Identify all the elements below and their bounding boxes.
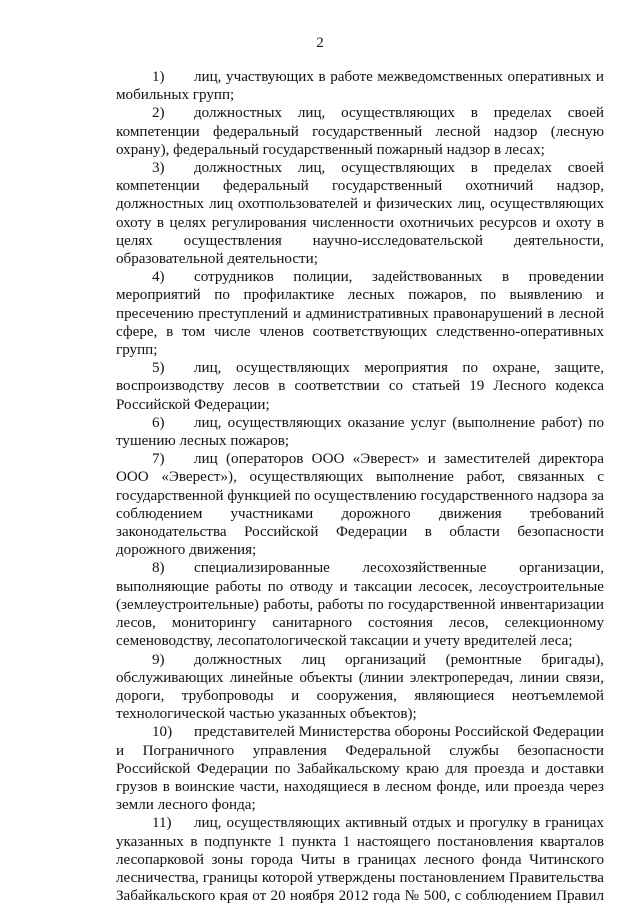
list-item-number: 7) xyxy=(152,451,165,468)
list-item-text: представителей Министерства обороны Российской Федерации и Пограничного управления Федеральной службы безопасности Российской Федерации по Забайкальскому краю для проезда и доставки грузов в воинские части, находящиеся в лесном фонде, или проезда через земли лесного фонда; xyxy=(116,724,604,814)
list-item-8 xyxy=(116,559,604,650)
list-item-number: 4) xyxy=(152,269,165,286)
list-item-text: должностных лиц, осуществляющих в пределах своей компетенции федеральный государственный охотничий надзор, должностных лиц охотпользователей и физических лиц, осуществляющих охоту в целях регулирования численности охотничьих ресурсов и охоту в целях осуществления научно-исследовательской деятельности, образовательной деятельности; xyxy=(116,160,604,268)
list-item-text: лиц, участвующих в работе межведомственных оперативных и мобильных групп; xyxy=(116,69,604,104)
list-item-number: 1) xyxy=(152,69,165,85)
list-item-text: специализированные лесохозяйственные организации, выполняющие работы по отводу и таксации лесосек, лесоустроительные (землеустроительные) работы, работы по государственной инвентаризации лесов, мониторингу санитарного состояния лесов, селекционному семеноводству, лесопатологической таксации и учету вредителей леса; xyxy=(116,560,604,650)
list-item-4 xyxy=(116,268,604,359)
list-item-text: лиц, осуществляющих активный отдых и прогулку в границах указанных в подпункте 1 пункта 1 настоящего постановления кварталов лесопарковой зоны города Читы в границах лесного фонда Читинского лесничества, границы которой утверждены постановлением Правительства Забайкальского края от 20 ноября 2012 года № 500, с соблюдением Правил xyxy=(116,815,604,905)
list-item-10 xyxy=(116,723,604,814)
list-item-11 xyxy=(116,814,604,905)
list-item-1 xyxy=(116,68,604,104)
list-item-number: 3) xyxy=(152,160,165,177)
list-item-text: должностных лиц организаций (ремонтные бригады), обслуживающих линейные объекты (линии электропередач, линии связи, дороги, трубопроводы и сооружения, являющиеся неотъемлемой технологической частью указанных объектов); xyxy=(116,651,604,723)
list-item-number: 11) xyxy=(152,815,172,832)
list-item-text: должностных лиц, осуществляющих в пределах своей компетенции федеральный государственный лесной надзор (лесную охрану), федеральный государственный пожарный надзор в лесах; xyxy=(116,105,604,158)
list-item-number: 8) xyxy=(152,560,165,577)
list-item-9 xyxy=(116,651,604,724)
document-body xyxy=(116,68,604,905)
list-item-number: 6) xyxy=(152,414,165,431)
list-item-text: лиц (операторов ООО «Эверест» и заместителей директора ООО «Эверест»), осуществляющих выполнение работ, связанных с государственной функцией по осуществлению государственного надзора за соблюдением участниками дорожного движения требований законодательства Российской Федерации в области безопасности дорожного движения; xyxy=(116,451,604,559)
list-item-text: лиц, осуществляющих мероприятия по охране, защите, воспроизводству лесов в соответствии со статьей 19 Лесного кодекса Российской Федерации; xyxy=(116,360,604,413)
list-item-number: 10) xyxy=(152,724,173,741)
page-number: 2 xyxy=(316,35,324,51)
list-item-number: 5) xyxy=(152,360,165,377)
list-item-number: 2) xyxy=(152,105,165,122)
list-item-7 xyxy=(116,450,604,559)
list-item-text: сотрудников полиции, задействованных в проведении мероприятий по профилактике лесных пожаров, по выявлению и пресечению преступлений и административных правонарушений в лесной сфере, в том числе членов соответствующих следственно-оперативных групп; xyxy=(116,269,604,359)
list-item-text: лиц, осуществляющих оказание услуг (выполнение работ) по тушению лесных пожаров; xyxy=(116,414,604,450)
list-item-2 xyxy=(116,104,604,159)
list-item-number: 9) xyxy=(152,651,165,668)
list-item-5 xyxy=(116,359,604,414)
list-item-6 xyxy=(116,414,604,450)
list-item-3 xyxy=(116,159,604,268)
